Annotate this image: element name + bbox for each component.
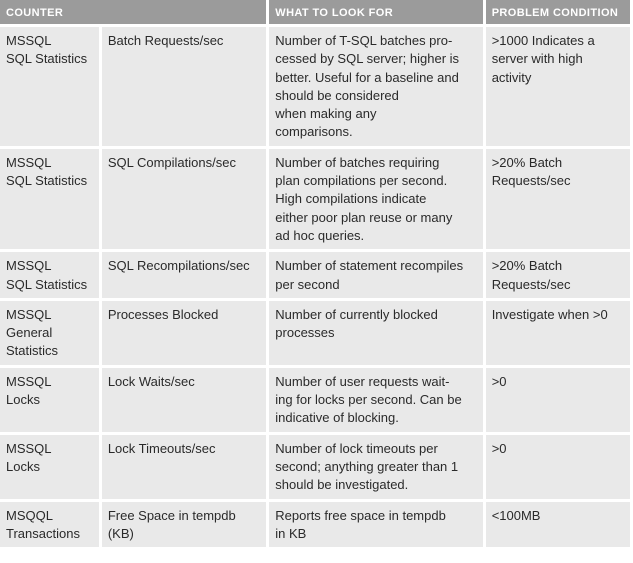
table-row xyxy=(0,301,630,365)
object-cell: MSSQL Locks xyxy=(0,435,99,499)
look-for-cell: Number of currently blocked processes xyxy=(269,301,482,365)
look-for-cell: Number of user requests wait- ing for locks per second. Can be indicative of blocking. xyxy=(269,368,482,432)
object-cell: MSSQL SQL Statistics xyxy=(0,252,99,298)
problem-cell: >0 xyxy=(486,368,630,432)
object-cell: MSSQL Locks xyxy=(0,368,99,432)
counter-cell: Lock Timeouts/sec xyxy=(102,435,266,499)
look-for-cell: Number of statement recompiles per second xyxy=(269,252,482,298)
counter-cell: Free Space in tempdb (KB) xyxy=(102,502,266,548)
header-row xyxy=(0,0,630,24)
counter-cell: SQL Compilations/sec xyxy=(102,149,266,249)
problem-cell: >20% Batch Requests/sec xyxy=(486,149,630,249)
table-row xyxy=(0,435,630,499)
header-what-to-look-for: WHAT TO LOOK FOR xyxy=(269,0,482,24)
header-problem-condition: PROBLEM CONDITION xyxy=(486,0,630,24)
problem-cell: Investigate when >0 xyxy=(486,301,630,365)
problem-cell: >20% Batch Requests/sec xyxy=(486,252,630,298)
object-cell: MSSQL General Statistics xyxy=(0,301,99,365)
table-row xyxy=(0,252,630,298)
table-row xyxy=(0,502,630,548)
counter-cell: Lock Waits/sec xyxy=(102,368,266,432)
object-cell: MSSQL SQL Statistics xyxy=(0,149,99,249)
problem-cell: >1000 Indicates a server with high activity xyxy=(486,27,630,146)
counter-cell: Batch Requests/sec xyxy=(102,27,266,146)
table-row xyxy=(0,149,630,249)
look-for-cell: Number of T-SQL batches pro- cessed by SQL server; higher is better. Useful for a baseline and should be considered when making any comparisons. xyxy=(269,27,482,146)
table-row xyxy=(0,27,630,146)
header-counter: COUNTER xyxy=(0,0,266,24)
counter-cell: Processes Blocked xyxy=(102,301,266,365)
problem-cell: <100MB xyxy=(486,502,630,548)
object-cell: MSSQL SQL Statistics xyxy=(0,27,99,146)
look-for-cell: Reports free space in tempdb in KB xyxy=(269,502,482,548)
problem-cell: >0 xyxy=(486,435,630,499)
counter-cell: SQL Recompilations/sec xyxy=(102,252,266,298)
table-row xyxy=(0,368,630,432)
object-cell: MSQQL Transactions xyxy=(0,502,99,548)
look-for-cell: Number of lock timeouts per second; anything greater than 1 should be investigated. xyxy=(269,435,482,499)
look-for-cell: Number of batches requiring plan compilations per second. High compilations indicate either poor plan reuse or many ad hoc queries. xyxy=(269,149,482,249)
